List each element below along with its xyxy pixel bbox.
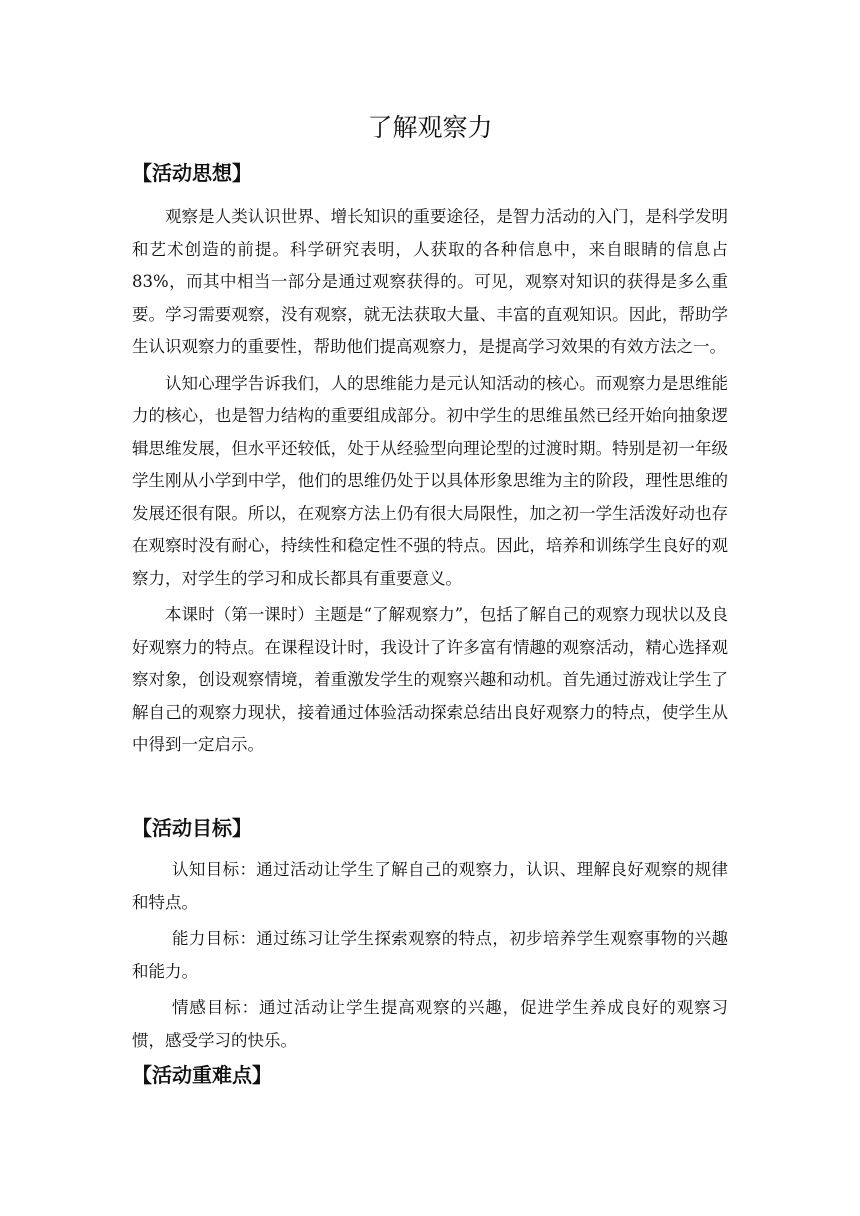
section-heading-activity-thought: 【活动思想】 (132, 161, 252, 185)
goal-emotional: 情感目标：通过活动让学生提高观察的兴趣，促进学生养成良好的观察习惯，感受学习的快乐。 (132, 998, 728, 1050)
section-activity-key-points (132, 1057, 732, 1093)
goal-cognitive: 认知目标：通过活动让学生了解自己的观察力，认识、理解良好观察的规律和特点。 (132, 860, 728, 912)
activity-goals-body (132, 854, 732, 1057)
paragraph-lesson-theme: 本课时（第一课时）主题是“了解观察力”，包括了解自己的观察力现状以及良好观察力的特点。在课程设计时，我设计了许多富有情趣的观察活动，精心选择观察对象，创设观察情境，着重激发学生的观察兴趣和动机。首先通过游戏让学生了解自己的观察力现状，接着通过体验活动探索总结出良好观察力的特点，使学生从中得到一定启示。 (132, 605, 728, 754)
paragraph-observation-importance: 观察是人类认识世界、增长知识的重要途径，是智力活动的入门，是科学发明和艺术创造的前提。科学研究表明，人获取的各种信息中，来自眼睛的信息占83%，而其中相当一部分是通过观察获得的。可见，观察对知识的获得是多么重要。学习需要观察，没有观察，就无法获取大量、丰富的直观知识。因此，帮助学生认识观察力的重要性，帮助他们提高观察力，是提高学习效果的有效方法之一。 (132, 207, 728, 356)
paragraph-cognitive-psychology: 认知心理学告诉我们，人的思维能力是元认知活动的核心。而观察力是思维能力的核心，也是智力结构的重要组成部分。初中学生的思维虽然已经开始向抽象逻辑思维发展，但水平还较低，处于从经验型向理论型的过渡时期。特别是初一年级学生刚从小学到中学，他们的思维仍处于以具体形象思维为主的阶段，理性思维的发展还很有限。所以，在观察方法上仍有很大局限性，加之初一学生活泼好动也存在观察时没有耐心，持续性和稳定性不强的特点。因此，培养和训练学生良好的观察力，对学生的学习和成长都具有重要意义。 (132, 373, 728, 588)
goal-ability: 能力目标：通过练习让学生探索观察的特点，初步培养学生观察事物的兴趣和能力。 (132, 929, 728, 981)
section-activity-thought (132, 155, 732, 762)
section-activity-goals (132, 810, 732, 1057)
activity-thought-body (132, 201, 732, 762)
section-heading-activity-goals: 【活动目标】 (132, 816, 252, 840)
section-heading-activity-key-points: 【活动重难点】 (132, 1063, 272, 1087)
document-title: 了解观察力 (367, 113, 493, 142)
